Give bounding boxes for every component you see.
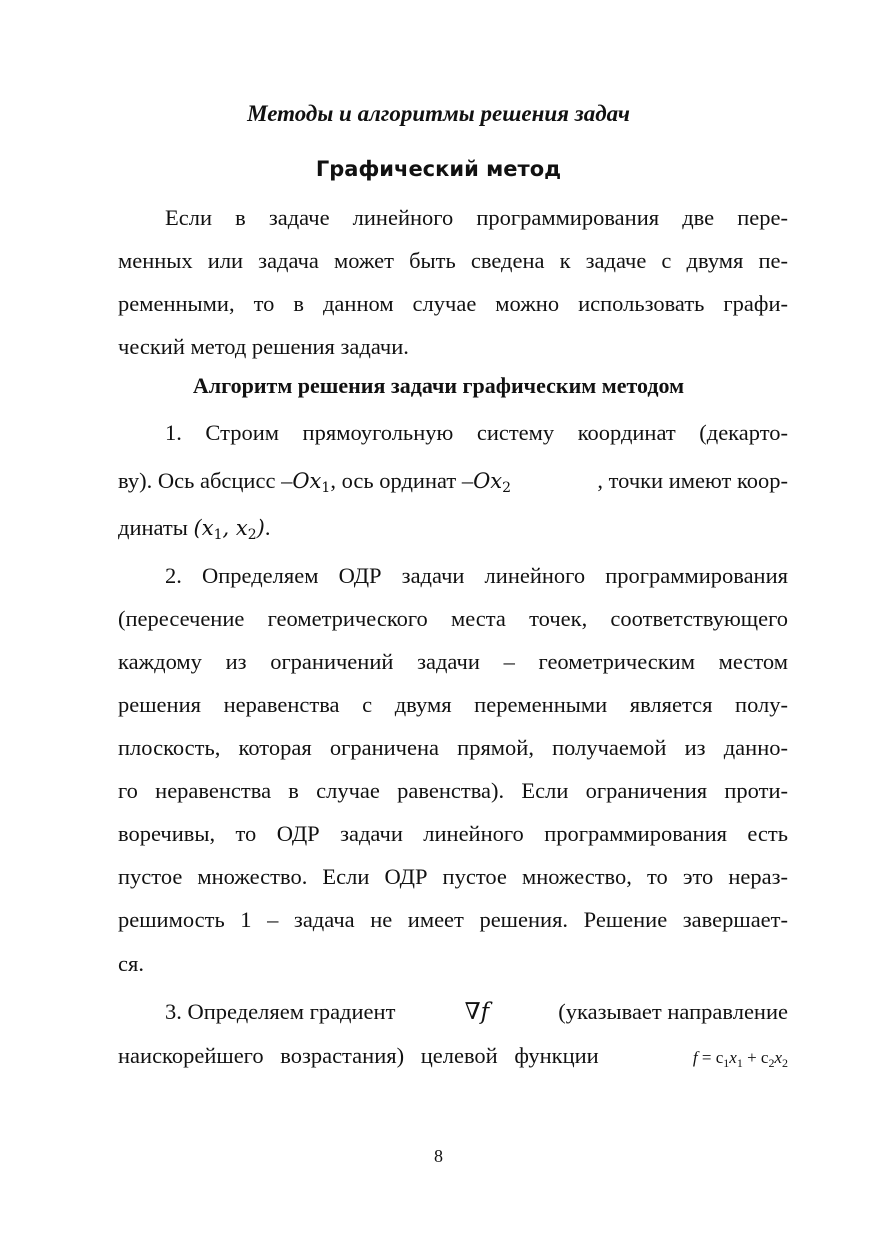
step2-line-1: 2. Определяем ОДР задачи линейного программирования bbox=[165, 563, 788, 588]
step3-text-a: 3. Определяем градиент bbox=[165, 999, 396, 1024]
step2-line-2: (пересечение геометрического места точек, соответствующего bbox=[118, 606, 788, 631]
intro-line-4: ческий метод решения задачи. bbox=[118, 334, 409, 359]
step1-line-3 bbox=[118, 517, 788, 542]
step3-text-b: (указывает направление bbox=[558, 999, 788, 1024]
step3-line-1 bbox=[118, 1001, 788, 1024]
intro-line-2: менных или задача может быть сведена к задаче с двумя пе- bbox=[118, 248, 788, 273]
step2-line-4: решения неравенства с двумя переменными является полу- bbox=[118, 692, 788, 717]
step2-line-3: каждому из ограничений задачи – геометрическим местом bbox=[118, 649, 788, 674]
gradient-symbol: ∇f bbox=[464, 999, 490, 1025]
step2-line-10: ся. bbox=[118, 951, 144, 976]
step1-line-1: 1. Строим прямоугольную систему координат (декарто- bbox=[165, 420, 788, 445]
step1-text-c: , точки имеют коор- bbox=[597, 468, 788, 493]
intro-line-3: ременными, то в данном случае можно использовать графи- bbox=[118, 291, 788, 316]
coordinates: ($x_1$, $x_2$) bbox=[193, 516, 265, 543]
step1-period: . bbox=[264, 515, 271, 540]
step2-line-6: го неравенства в случае равенства). Если ограничения проти- bbox=[118, 778, 788, 803]
step1-text-d: динаты bbox=[118, 515, 194, 540]
step1-text-b: , ось ординат – bbox=[330, 468, 474, 493]
step1-text-a: ву). Ось абсцисс – bbox=[118, 468, 293, 493]
objective-formula: $f = c_1x_1 + c_2x_2$ bbox=[692, 1048, 788, 1070]
intro-line-1: Если в задаче линейного программирования две пере- bbox=[165, 205, 788, 230]
page-number: 8 bbox=[434, 1146, 443, 1166]
method-title: Графический метод bbox=[315, 157, 562, 181]
axis-ox2: $Ox_2$ bbox=[473, 469, 512, 496]
step3-line-2 bbox=[118, 1045, 788, 1069]
step2-line-8: пустое множество. Если ОДР пустое множество, то это нераз- bbox=[118, 864, 788, 889]
algorithm-title: Алгоритм решения задачи графическим методом bbox=[192, 373, 685, 398]
step2-line-7: воречивы, то ОДР задачи линейного программирования есть bbox=[118, 821, 788, 846]
axis-ox1: $Ox_1$ bbox=[292, 469, 331, 496]
step2-line-5: плоскость, которая ограничена прямой, получаемой из данно- bbox=[118, 735, 788, 760]
step3-text-c: наискорейшего возрастания) целевой функции bbox=[118, 1043, 599, 1068]
step1-line-2 bbox=[118, 470, 788, 495]
section-title: Методы и алгоритмы решения задач bbox=[247, 101, 630, 126]
step2-line-9: решимость 1 – задача не имеет решения. Решение завершает- bbox=[118, 907, 788, 932]
